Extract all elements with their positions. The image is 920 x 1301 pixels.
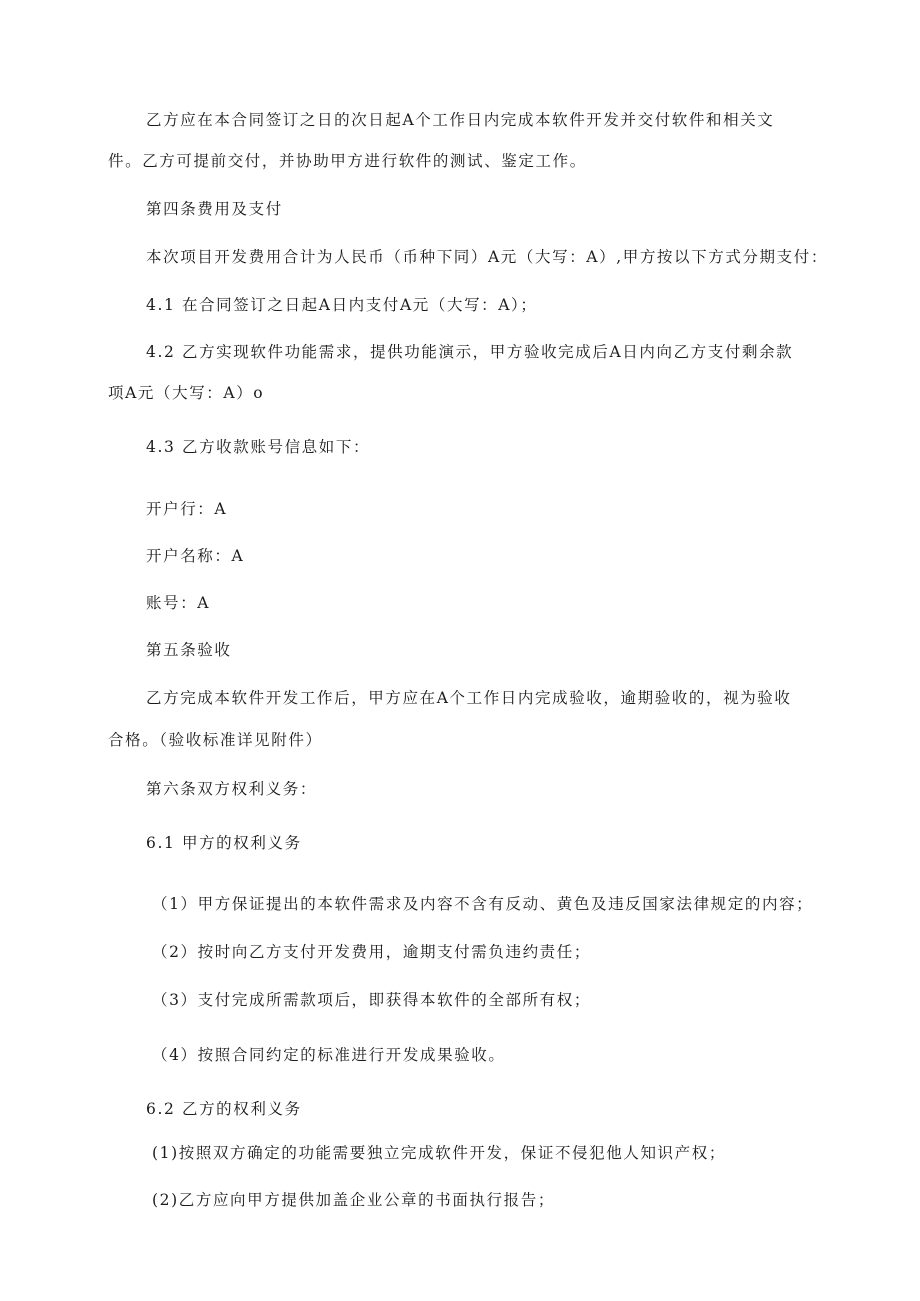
party-b-item: (1)按照双方确定的功能需要独立完成软件开发，保证不侵犯他人知识产权； [152,1144,726,1162]
party-a-item: （1）甲方保证提出的本软件需求及内容不含有反动、黄色及违反国家法律规定的内容； [152,895,814,913]
clause-6-1-heading: 6.1 甲方的权利义务 [146,834,302,852]
clause-4-3: 4.3 乙方收款账号信息如下： [146,438,371,456]
article-4-heading: 第四条费用及支付 [146,200,283,218]
delivery-paragraph-line-2: 件。乙方可提前交付，并协助甲方进行软件的测试、鉴定工作。 [108,152,587,170]
article-6-heading: 第六条双方权利义务： [146,780,318,798]
clause-6-2-heading: 6.2 乙方的权利义务 [146,1100,302,1118]
account-name: 开户名称：A [146,547,245,565]
clause-4-1: 4.1 在合同签订之日起A日内支付A元（大写：A）； [146,296,538,314]
party-b-item: (2)乙方应向甲方提供加盖企业公章的书面执行报告； [152,1191,555,1209]
account-number: 账号：A [146,594,211,612]
party-a-item: （3）支付完成所需款项后，即获得本软件的全部所有权； [152,991,591,1009]
clause-4-2-line-2: 项A元（大写：A）o [108,384,265,402]
bank-name: 开户行：A [146,500,228,518]
delivery-paragraph-line-1: 乙方应在本合同签订之日的次日起A个工作日内完成本软件开发并交付软件和相关文 [146,111,775,129]
party-a-item: （4）按照合同约定的标准进行开发成果验收。 [152,1046,506,1064]
article-4-intro: 本次项目开发费用合计为人民币（币种下同）A元（大写：A）,甲方按以下方式分期支付： [146,248,828,266]
article-5-line-1: 乙方完成本软件开发工作后，甲方应在A个工作日内完成验收，逾期验收的，视为验收 [146,689,792,707]
clause-4-2-line-1: 4.2 乙方实现软件功能需求，提供功能演示，甲方验收完成后A日内向乙方支付剩余款 [146,343,794,361]
article-5-heading: 第五条验收 [146,641,232,659]
party-a-item: （2）按时向乙方支付开发费用，逾期支付需负违约责任； [152,943,591,961]
article-5-line-2: 合格。（验收标准详见附件） [108,731,323,749]
